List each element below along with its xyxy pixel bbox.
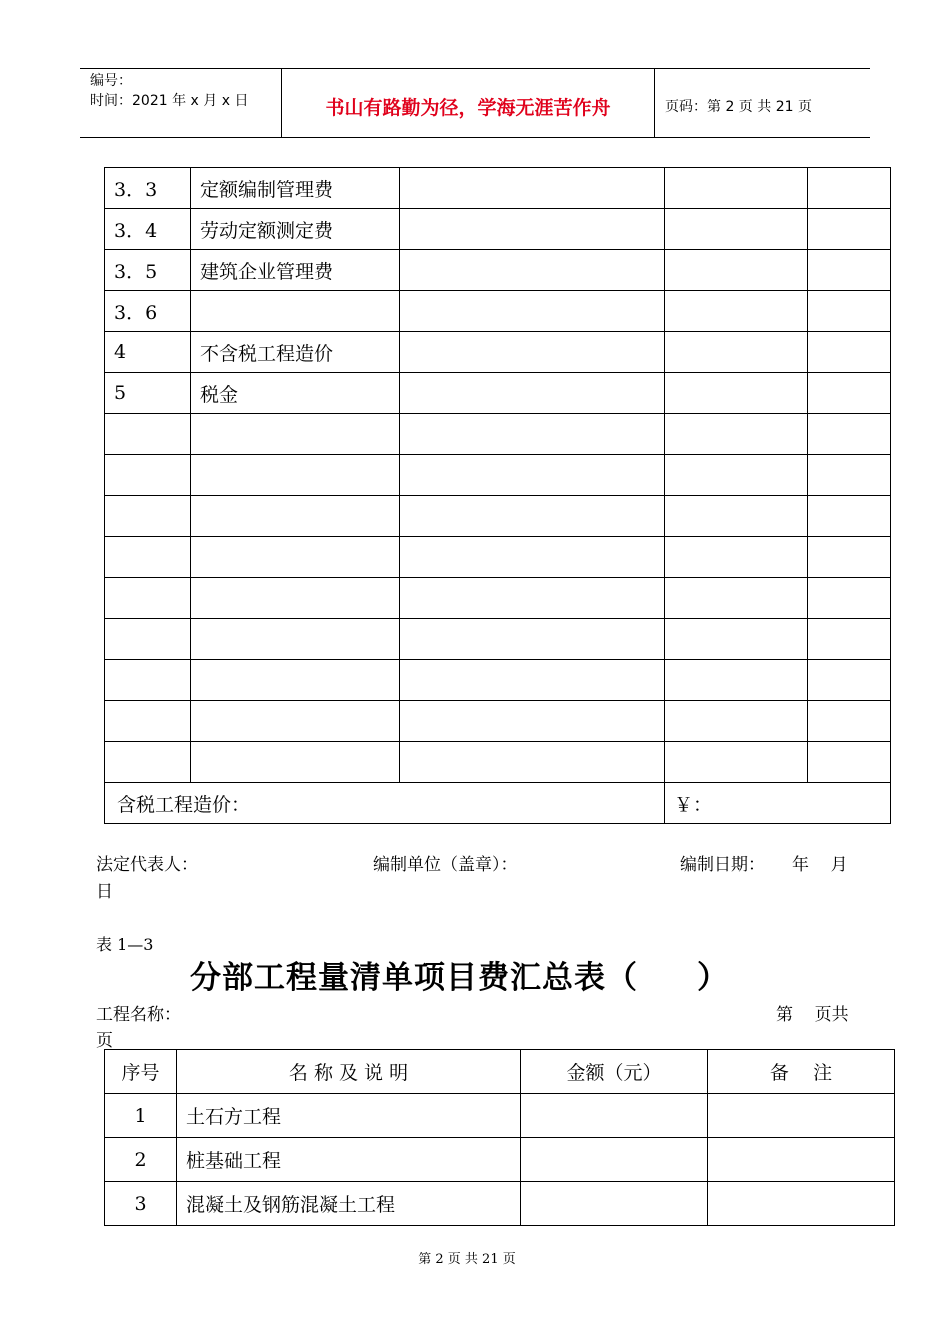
row-cell-empty <box>665 660 808 701</box>
row-cell-empty <box>665 168 808 209</box>
row-name: 桩基础工程 <box>177 1138 521 1182</box>
row-number <box>105 660 191 701</box>
row-number <box>105 414 191 455</box>
table-row <box>105 537 891 578</box>
row-number: 3．3 <box>105 168 191 209</box>
page-header <box>80 68 870 138</box>
row-number <box>105 455 191 496</box>
row-cell-empty <box>665 414 808 455</box>
row-name <box>191 537 400 578</box>
row-cell-empty <box>400 537 665 578</box>
row-cell-empty <box>808 414 891 455</box>
row-cell-empty <box>665 537 808 578</box>
row-remarks <box>708 1138 895 1182</box>
row-cell-empty <box>400 332 665 373</box>
document-number: 编号： <box>90 73 132 89</box>
table-row <box>105 660 891 701</box>
row-cell-empty <box>665 619 808 660</box>
row-cell-empty <box>665 332 808 373</box>
row-number: 5 <box>105 373 191 414</box>
row-number: 1 <box>105 1094 177 1138</box>
row-number <box>105 578 191 619</box>
row-cell-empty <box>665 701 808 742</box>
row-cell-empty <box>808 701 891 742</box>
row-name: 定额编制管理费 <box>191 168 400 209</box>
table-row <box>105 414 891 455</box>
footer-page-number: 第 2 页 共 21 页 <box>418 1252 516 1267</box>
row-cell-empty <box>808 250 891 291</box>
header-motto: 书山有路勤为径，学海无涯苦作舟 <box>282 69 655 137</box>
row-name <box>191 742 400 783</box>
row-number: 4 <box>105 332 191 373</box>
compile-date-day: 日 <box>96 882 113 902</box>
table-row <box>105 373 891 414</box>
row-cell-empty <box>808 168 891 209</box>
row-cell-empty <box>808 496 891 537</box>
row-name <box>191 496 400 537</box>
row-number <box>105 619 191 660</box>
row-number: 3 <box>105 1182 177 1226</box>
table-row <box>105 578 891 619</box>
summary-table <box>104 1049 895 1226</box>
row-cell-empty <box>665 209 808 250</box>
table-row <box>105 250 891 291</box>
row-number <box>105 701 191 742</box>
total-row <box>105 783 891 824</box>
row-cell-empty <box>808 578 891 619</box>
table-row <box>105 209 891 250</box>
row-name: 土石方工程 <box>177 1094 521 1138</box>
row-cell-empty <box>808 209 891 250</box>
table-row <box>105 168 891 209</box>
page-title: 分部工程量清单项目费汇总表（ ） <box>190 960 729 996</box>
table-row <box>105 701 891 742</box>
row-name <box>191 660 400 701</box>
row-cell-empty <box>808 619 891 660</box>
compile-date-label: 编制日期： 年 月 <box>680 855 848 875</box>
row-cell-empty <box>665 742 808 783</box>
row-cell-empty <box>400 701 665 742</box>
header-serial: 序号 <box>105 1050 177 1094</box>
row-cell-empty <box>400 455 665 496</box>
row-cell-empty <box>400 742 665 783</box>
row-name: 劳动定额测定费 <box>191 209 400 250</box>
page-unit-label: 页 <box>96 1031 113 1051</box>
row-number <box>105 537 191 578</box>
table-row <box>105 496 891 537</box>
row-number: 3．4 <box>105 209 191 250</box>
row-name: 建筑企业管理费 <box>191 250 400 291</box>
total-label: 含税工程造价： <box>105 783 665 824</box>
document-time: 时间：2021 年 x 月 x 日 <box>90 93 249 109</box>
row-name <box>191 701 400 742</box>
header-name: 名 称 及 说 明 <box>177 1050 521 1094</box>
row-name <box>191 291 400 332</box>
row-name: 不含税工程造价 <box>191 332 400 373</box>
cost-table <box>104 167 891 824</box>
row-remarks <box>708 1094 895 1138</box>
table-row <box>105 1182 895 1226</box>
row-number <box>105 496 191 537</box>
row-name <box>191 619 400 660</box>
table-row <box>105 291 891 332</box>
row-cell-empty <box>808 455 891 496</box>
row-cell-empty <box>400 578 665 619</box>
row-name <box>191 455 400 496</box>
row-cell-empty <box>665 455 808 496</box>
row-name <box>191 414 400 455</box>
table-row <box>105 619 891 660</box>
row-cell-empty <box>808 332 891 373</box>
row-cell-empty <box>808 742 891 783</box>
row-amount <box>521 1182 708 1226</box>
row-amount <box>521 1094 708 1138</box>
table-row <box>105 332 891 373</box>
row-cell-empty <box>665 578 808 619</box>
table-row <box>105 742 891 783</box>
project-name-label: 工程名称： <box>96 1005 181 1025</box>
table-row <box>105 1094 895 1138</box>
row-cell-empty <box>400 250 665 291</box>
row-cell-empty <box>808 537 891 578</box>
row-number: 3．5 <box>105 250 191 291</box>
row-cell-empty <box>400 291 665 332</box>
summary-header-row <box>105 1050 895 1094</box>
row-number <box>105 742 191 783</box>
header-info <box>80 69 282 137</box>
row-cell-empty <box>400 619 665 660</box>
table-number: 表 1—3 <box>96 935 154 954</box>
header-page-info: 页码：第 2 页 共 21 页 <box>665 99 812 115</box>
row-cell-empty <box>400 373 665 414</box>
total-value: ￥： <box>665 783 891 824</box>
cost-table-body <box>105 168 891 783</box>
row-number: 3．6 <box>105 291 191 332</box>
row-remarks <box>708 1182 895 1226</box>
page-of-label: 第 页共 <box>776 1005 849 1025</box>
row-cell-empty <box>400 496 665 537</box>
row-cell-empty <box>808 291 891 332</box>
row-cell-empty <box>665 373 808 414</box>
header-remarks: 备 注 <box>708 1050 895 1094</box>
row-cell-empty <box>400 209 665 250</box>
row-cell-empty <box>665 496 808 537</box>
row-cell-empty <box>400 660 665 701</box>
row-cell-empty <box>665 291 808 332</box>
row-name <box>191 578 400 619</box>
row-cell-empty <box>665 250 808 291</box>
row-amount <box>521 1138 708 1182</box>
row-number: 2 <box>105 1138 177 1182</box>
row-cell-empty <box>400 168 665 209</box>
row-cell-empty <box>808 373 891 414</box>
legal-representative-label: 法定代表人： <box>96 855 198 875</box>
table-row <box>105 455 891 496</box>
page-footer <box>0 1248 950 1267</box>
row-name: 税金 <box>191 373 400 414</box>
row-name: 混凝土及钢筋混凝土工程 <box>177 1182 521 1226</box>
compiling-unit-label: 编制单位（盖章）： <box>373 855 518 875</box>
row-cell-empty <box>808 660 891 701</box>
summary-table-body <box>105 1094 895 1226</box>
header-amount: 金额（元） <box>521 1050 708 1094</box>
row-cell-empty <box>400 414 665 455</box>
table-row <box>105 1138 895 1182</box>
